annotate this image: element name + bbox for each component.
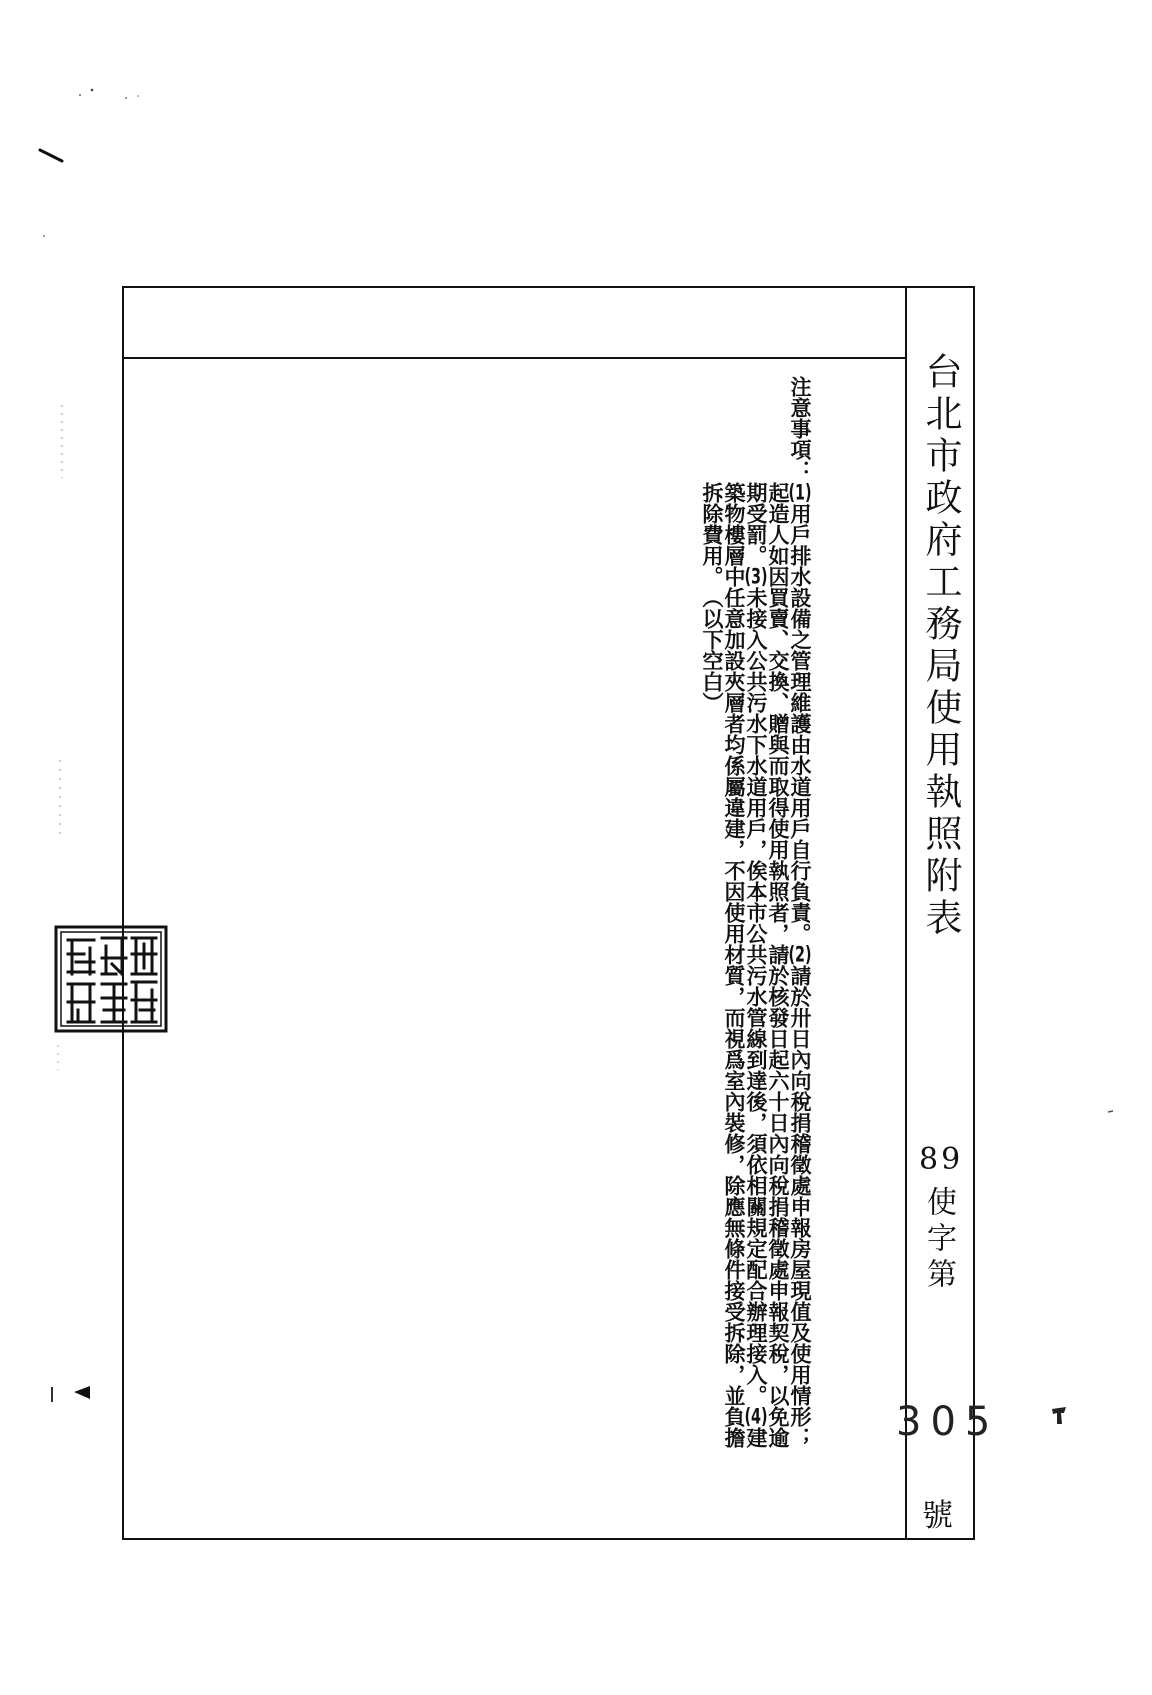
notice-item-marker: (3) xyxy=(744,566,768,587)
notice-label: 注意事項： xyxy=(788,376,813,481)
header-row-divider xyxy=(122,357,906,359)
scan-speck xyxy=(43,235,45,237)
notice-item-marker: (1) xyxy=(788,482,812,503)
seal-glyph xyxy=(68,984,94,1022)
license-suffix: 號 xyxy=(922,1498,953,1534)
notice-body xyxy=(699,482,811,1450)
notice-item-text: 建築物樓層中任意加設夾層者均係屬違建，不因使用材質，而視爲室內裝修，除應無條件接受拆除，並負擔拆除費用。 xyxy=(700,482,769,1448)
notice-item-marker: (4) xyxy=(744,1406,768,1427)
notice-item xyxy=(788,482,813,944)
license-year: 89 xyxy=(919,1142,964,1177)
scan-mark xyxy=(1052,1407,1066,1424)
notice-item-text: 用戶排水設備之管理維護由水道用戶自行負責。 xyxy=(788,503,813,944)
scan-speck xyxy=(1108,1111,1113,1112)
notice-end-note: （以下空白） xyxy=(700,587,725,713)
header-row xyxy=(124,288,905,357)
license-number: 305 xyxy=(896,1399,1000,1445)
scan-speck xyxy=(125,97,127,99)
scan-speck xyxy=(137,95,139,97)
notice-item-marker: (2) xyxy=(788,944,812,965)
scan-arrow-mark xyxy=(74,1386,90,1399)
scan-speck xyxy=(91,89,94,92)
scan-speck xyxy=(79,94,81,96)
document-title: 台北市政府工務局使用執照附表 xyxy=(919,352,962,940)
seal-glyph xyxy=(68,940,94,974)
notice-item xyxy=(744,566,769,1406)
title-column-divider xyxy=(905,286,907,1540)
notice-item-text: 請於卅日內向稅捐稽徵處申報房屋現值及使用情形；起造人如因買賣、交換、贈與而取得使用執照者，請於核發日起六十日內向稅捐稽徵處申報契稅，以免逾期受罰。 xyxy=(744,482,813,1448)
license-prefix: 使字第 xyxy=(921,1186,956,1294)
license-attachment-frame xyxy=(122,286,975,1540)
notice-item-text: 未接入公共污水下水道用戶，俟本市公共污水管線到達後，須依相關規定配合辦理接入。 xyxy=(744,587,769,1406)
scan-streak xyxy=(40,150,62,161)
